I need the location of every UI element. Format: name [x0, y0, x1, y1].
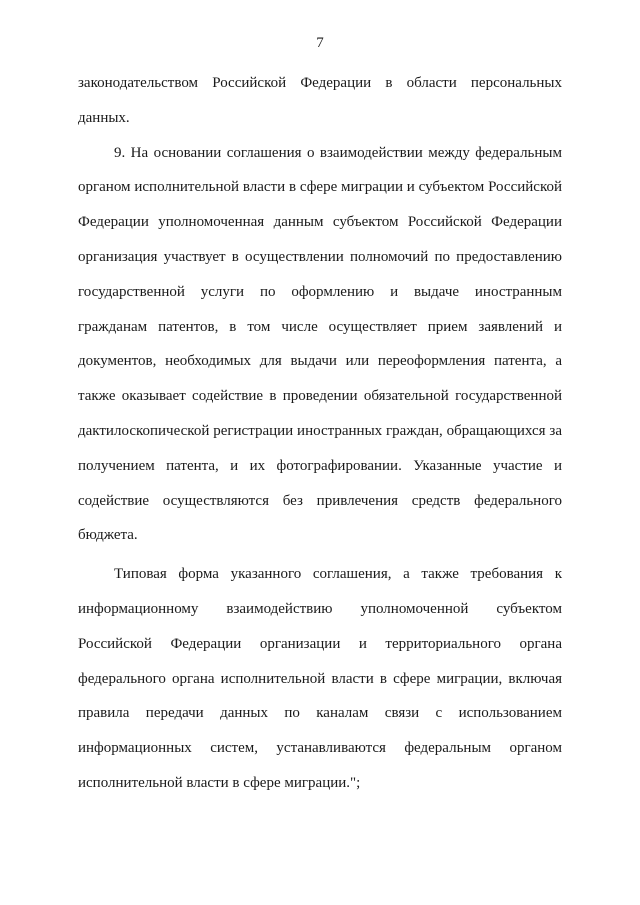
page-number: 7 — [316, 35, 324, 51]
paragraph-standard-form: Типовая форма указанного соглашения, а также требования к информационному взаимодействию уполномоченной субъектом Российской Федерации организации и территориального органа федерального органа исполнительной власти в сфере миграции, включая правила передачи данных по каналам связи с использованием информационных систем, устанавливаются федеральным органом исполнительной власти в сфере миграции."; — [78, 566, 562, 791]
paragraph-continuation: законодательством Российской Федерации в области персональных данных. — [78, 75, 562, 126]
paragraph-item-9: 9. На основании соглашения о взаимодействии между федеральным органом исполнительной власти в сфере миграции и субъектом Российской Федерации уполномоченная данным субъектом Российской Федерации организация участвует в осуществлении полномочий по предоставлению государственной услуги по оформлению и выдаче иностранным гражданам патентов, в том числе осуществляет прием заявлений и документов, необходимых для выдачи или переоформления патента, а также оказывает содействие в проведении обязательной государственной дактилоскопической регистрации иностранных граждан, обращающихся за получением патента, и их фотографировании. Указанные участие и содействие осуществляются без привлечения средств федерального бюджета. — [78, 144, 562, 544]
document-body — [78, 66, 562, 801]
